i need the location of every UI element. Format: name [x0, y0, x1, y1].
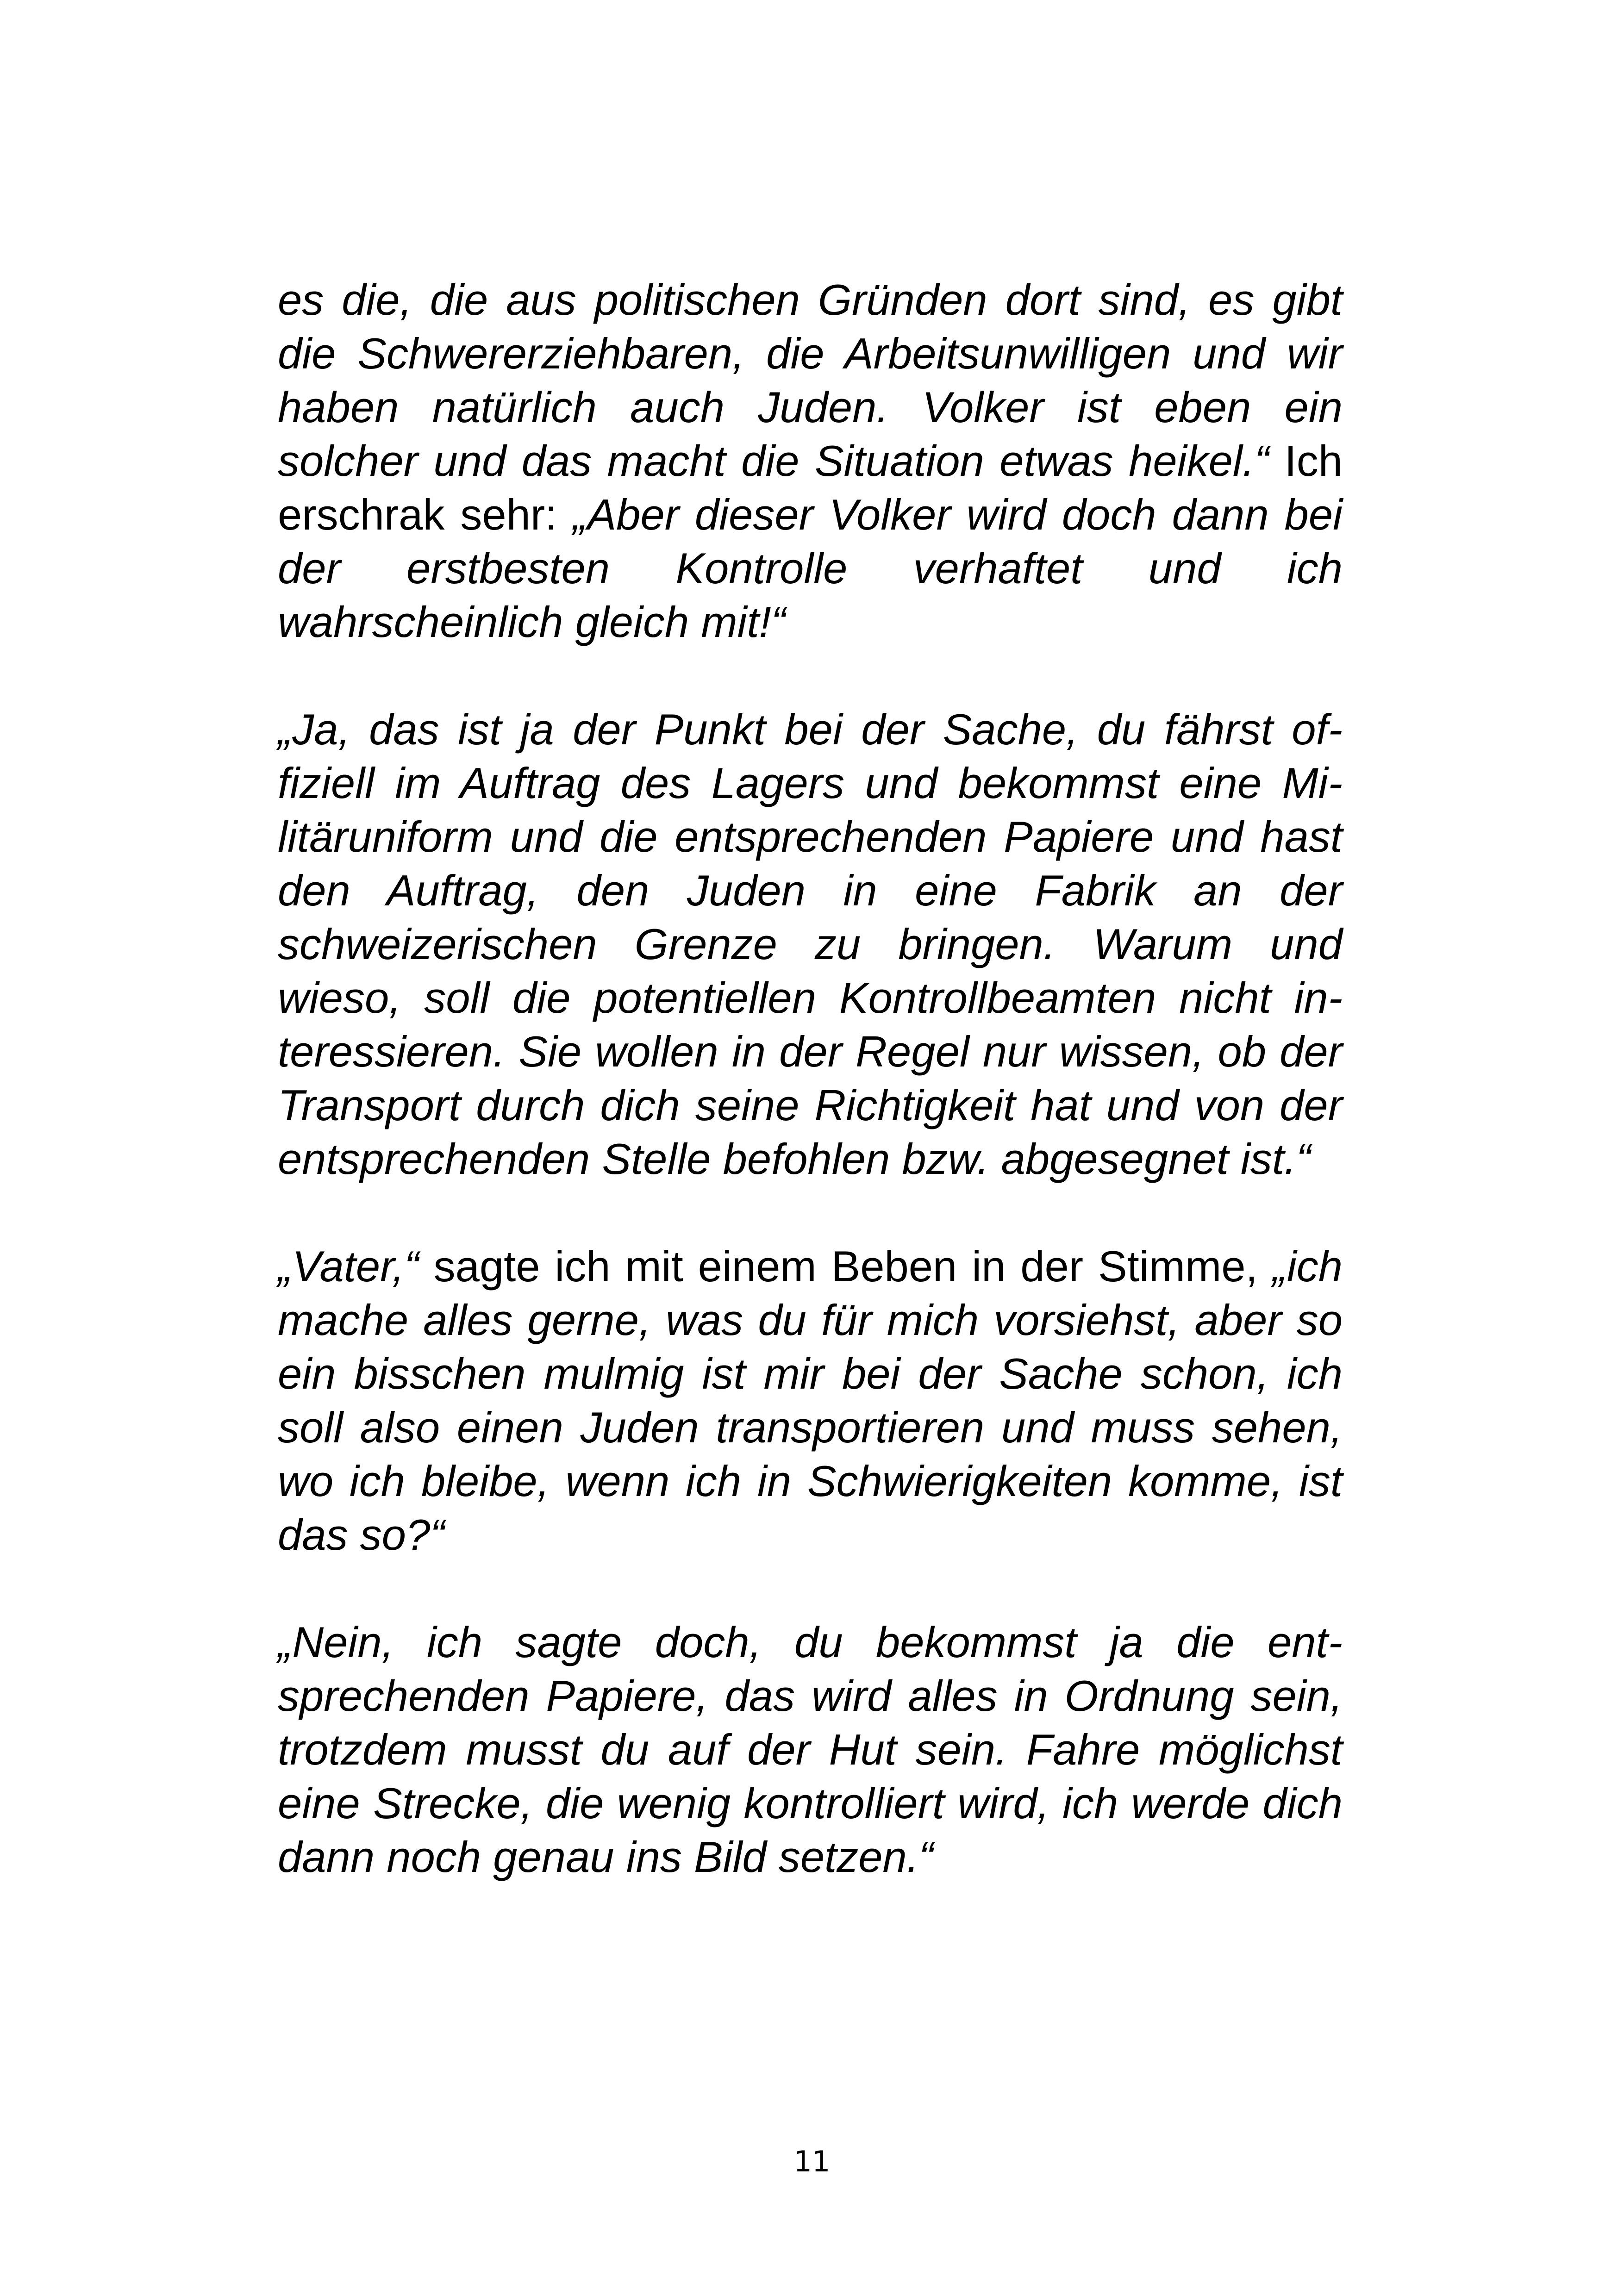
text-run: „ich mache alles gerne, was du für mich vorsiehst, aber so ein bisschen mulmig ist mir bei der Sache schon, ich soll also einen Juden transportieren und muss sehen, wo ich bleibe, wenn ich in Schwierigkeiten komme, ist das so?“: [278, 1242, 1343, 1559]
text-run: sagte ich mit einem Beben in der Stimme,: [418, 1242, 1273, 1291]
text-run: Ich erschrak sehr:: [278, 437, 1343, 539]
text-run: „Nein, ich sagte doch, du bekommst ja die entsprechenden Papiere, das wird alles in Ordnung sein, trotzdem musst du auf der Hut sein. Fahre möglichst eine Strecke, die wenig kontrolliert wird, ich werde dich dann noch genau ins Bild setzen.“: [278, 1618, 1343, 1881]
paragraph-2: [278, 703, 1343, 1186]
paragraph-4: [278, 1615, 1343, 1884]
text-run: „Ja, das ist ja der Punkt bei der Sache, du fährst offiziell im Auftrag des Lagers und bekommst eine Militäruniform und die entsprechenden Papiere und hast den Auftrag, den Juden in eine Fabrik an der schweizerischen Grenze zu bringen. Warum und wieso, soll die potentiellen Kontrollbeamten nicht interessieren. Sie wollen in der Regel nur wissen, ob der Transport durch dich seine Richtigkeit hat und von der entsprechenden Stelle befohlen bzw. abgesegnet ist.“: [278, 705, 1343, 1183]
text-run: „Aber dieser Volker wird doch dann bei der erstbesten Kontrolle verhaftet und ich wahrscheinlich gleich mit!“: [278, 490, 1343, 646]
page-number: 11: [793, 2145, 831, 2178]
body-text: [278, 273, 1343, 1938]
text-run: es die, die aus politischen Gründen dort sind, es gibt die Schwererziehbaren, die Arbeitsunwilligen und wir haben natürlich auch Juden. Volker ist eben ein solcher und das macht die Situation etwas heikel.“: [278, 275, 1343, 485]
text-run: „Vater,“: [278, 1242, 419, 1291]
paragraph-1: [278, 273, 1343, 649]
paragraph-3: [278, 1240, 1343, 1562]
